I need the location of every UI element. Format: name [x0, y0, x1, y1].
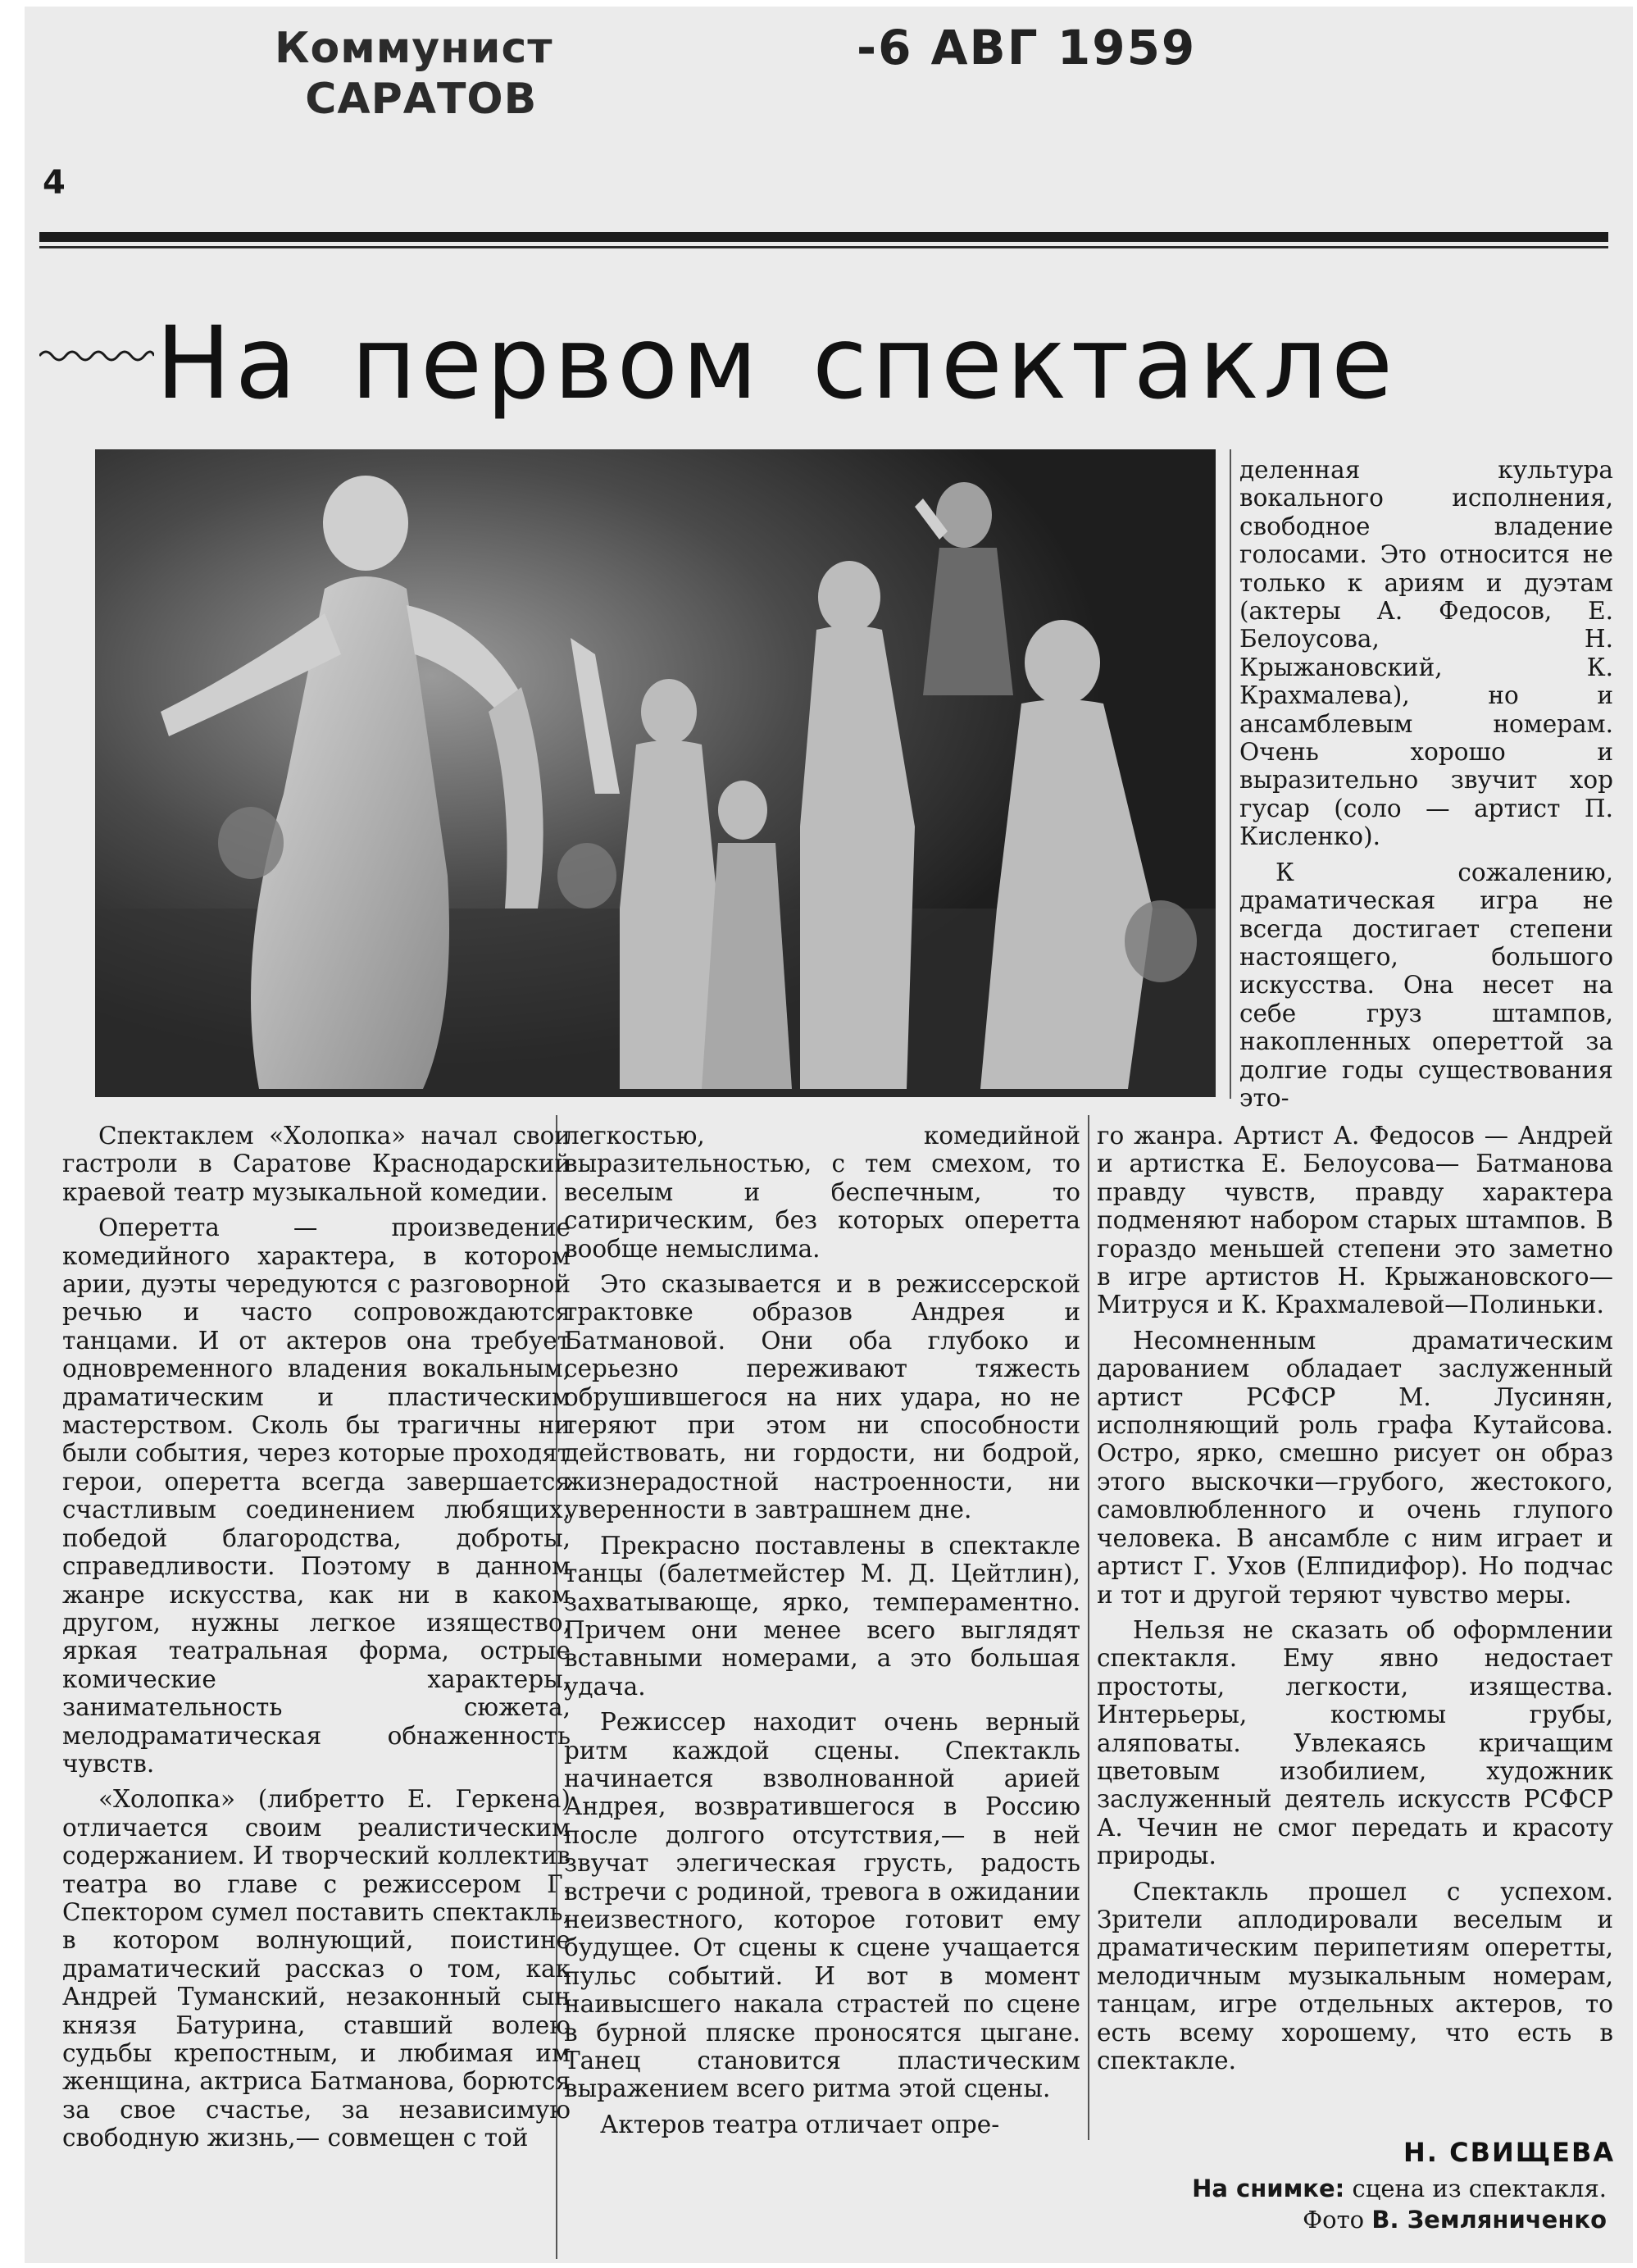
col4-paragraph: К сожалению, драматическая игра не всегда достигает степени настоящего, большого искусства. Она несет на себе груз штампов, накопленных опереттой за долгие годы существования это-: [1239, 858, 1613, 1112]
col1-paragraph: Оперетта — произведение комедийного характера, в котором арии, дуэты чередуются с разговорной речью и часто сопровождаются танцами. И от актеров она требует одновременного владения вокальным, драматическим и пластическим мастерством. Сколь бы трагичны ни были события, через которые проходят герои, оперетта всегда завершается счастливым соединением любящих, победой благородства, доброты, справедливости. Поэтому в данном жанре искусства, как ни в каком другом, нужны легкое изящество, яркая театральная форма, острые комические характеры, занимательность сюжета, мелодраматическая обнаженность чувств.: [62, 1214, 571, 1778]
masthead-stamp: [275, 23, 552, 125]
col3-paragraph: го жанра. Артист А. Федосов — Андрей и артистка Е. Белоусова— Батманова правду чувств, правду характера подменяют набором старых штампов. В гораздо меньшей степени это заметно в игре артистов Н. Крыжановского—Митруся и К. Крахмалевой—Полиньки.: [1097, 1122, 1613, 1319]
col2-paragraph: Это сказывается и в режиссерской трактовке образов Андрея и Батмановой. Они оба глубоко и серьезно переживают тяжесть обрушившегося на них удара, но не теряют при этом ни способности действовать, ни гордости, ни бодрой, жизнерадостной настроенности, ни уверенности в завтрашнем дне.: [564, 1270, 1080, 1524]
col2-paragraph: легкостью, комедийной выразительностью, с тем смехом, то веселым и беспечным, то сатирическим, без которых оперетта вообще немыслима.: [564, 1122, 1080, 1263]
caption-photo-label: Фото: [1303, 2206, 1365, 2234]
column-rule-3: [1230, 449, 1231, 1099]
article-column-3: [1097, 1122, 1613, 2074]
col2-paragraph: Режиссер находит очень верный ритм каждой сцены. Спектакль начинается взволнованной арией Андрея, возвратившегося в Россию после долгого отсутствия,— в ней звучат элегическая грусть, радость встречи с родиной, тревога в ожидании неизвестного, которое готовит ему будущее. От сцены к сцене учащается пульс событий. И вот в момент наивысшего накала страстей по сцене в бурной пляске проносятся цыгане. Танец становится пластическим выражением всего ритма этой сцены.: [564, 1708, 1080, 2103]
col4-paragraph: деленная культура вокального исполнения, свободное владение голосами. Это относится не только к ариям и дуэтам (актеры А. Федосов, Е. Белоусова, Н. Крыжановский, К. Крахмалева), но и ансамблевым номерам. Очень хорошо и выразительно звучит хор гусар (соло — артист П. Кисленко).: [1239, 456, 1613, 851]
column-rule-2: [1088, 1115, 1089, 2140]
author-signature: Н. СВИЩЕВА: [1403, 2137, 1616, 2168]
stage-photo: [95, 449, 1216, 1097]
col3-paragraph: Несомненным драматическим дарованием обладает заслуженный артист РСФСР М. Лусинян, исполняющий роль графа Кутайсова. Остро, ярко, смешно рисует он образ этого выскочки—грубого, жестокого, самовлюбленного и очень глупого человека. В ансамбле с ним играет и артист Г. Ухов (Елпидифор). Но подчас и тот и другой теряют чувство меры.: [1097, 1326, 1613, 1609]
col2-paragraph: Актеров театра отличает опре-: [600, 2110, 1000, 2138]
col3-paragraph: Нельзя не сказать об оформлении спектакля. Ему явно недостает простоты, легкости, изящества. Интерьеры, костюмы грубы, аляповаты. Увлекаясь кричащим цветовым изобилием, художник заслуженный деятель искусств РСФСР А. Чечин не смог передать и красоту природы.: [1097, 1615, 1613, 1870]
top-rule-thin: [39, 246, 1608, 248]
page-number: 4: [43, 164, 66, 202]
article-column-1: [62, 1122, 571, 2152]
col1-paragraph: «Холопка» (либретто Е. Геркена) отличается своим реалистическим содержанием. И творческий коллектив театра во главе с режиссером Г. Спектором сумел поставить спектакль, в котором волнующий, поистине драматический рассказ о том, как Андрей Туманский, незаконный сын князя Батурина, ставший волею судьбы крепостным, и любимая им женщина, актриса Батманова, борются за свое счастье, за независимую свободную жизнь,— совмещен с той: [62, 1785, 571, 2152]
top-rule-thick: [39, 232, 1608, 242]
caption-label: На снимке:: [1192, 2175, 1345, 2202]
masthead-line1: Коммунист: [275, 24, 553, 73]
article-column-4: [1239, 456, 1613, 1112]
col2-paragraph: Прекрасно поставлены в спектакле танцы (балетмейстер М. Д. Цейтлин), захватывающе, ярко, темпераментно. Причем они менее всего выглядят вставными номерами, а это большая удача.: [564, 1531, 1080, 1701]
article-column-2: [564, 1122, 1080, 2138]
wavy-ornament-icon: [39, 346, 154, 366]
col1-paragraph: Спектаклем «Холопка» начал свои гастроли в Саратове Краснодарский краевой театр музыкальной комедии.: [62, 1122, 571, 1206]
masthead-line2: САРАТОВ: [305, 75, 538, 124]
col3-paragraph: Спектакль прошел с успехом. Зрители аплодировали веселым и драматическим перипетиям оперетты, мелодичным музыкальным номерам, танцам, игре отдельных актеров, то есть всему хорошему, что есть в спектакле.: [1097, 1877, 1613, 2074]
date-stamp: -6 АВГ 1959: [857, 20, 1197, 75]
article-headline: На первом спектакле: [156, 305, 1398, 421]
caption-text: сцена из спектакля.: [1352, 2175, 1607, 2202]
caption-photographer: В. Земляниченко: [1371, 2206, 1607, 2234]
photo-caption: [1131, 2173, 1607, 2235]
stage-photo-illustration: [95, 449, 1216, 1097]
